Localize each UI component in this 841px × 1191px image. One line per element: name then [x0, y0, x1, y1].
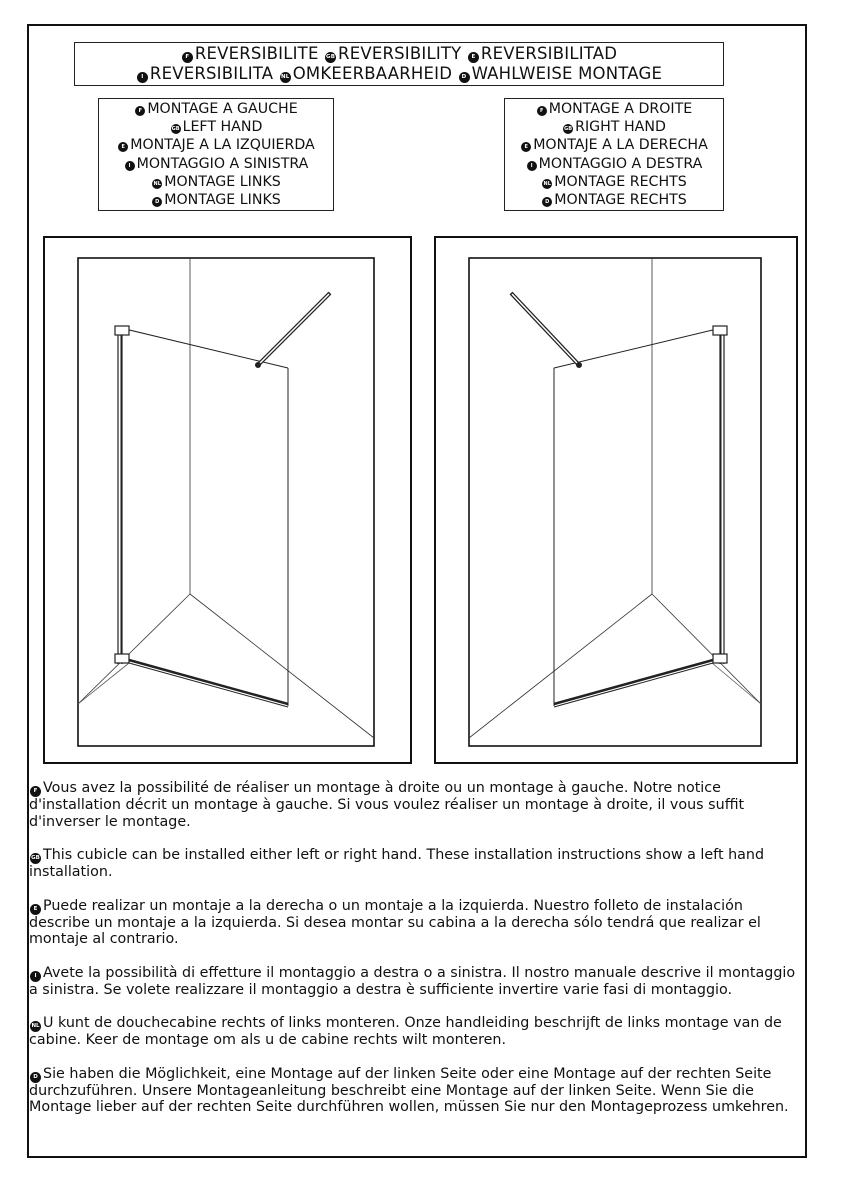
paragraph-de — [29, 1066, 805, 1116]
paragraph-de-text: Sie haben die Möglichkeit, eine Montage auf der linken Seite oder eine Montage auf der rechten Seite durchzuführen. Unsere Montageanleitung beschreibt eine Montage auf der linken Seite. Wenn Sie die Montage lieber auf der rechten Seite durchführen wollen, müssen Sie nur den Montageprozess umkehren. — [29, 1065, 789, 1115]
left-label-es: MONTAJE A LA IZQUIERDA — [130, 137, 315, 154]
left-label-row — [99, 155, 333, 173]
left-label-row — [99, 118, 333, 136]
right-label-es: MONTAJE A LA DERECHA — [533, 137, 708, 154]
badge-e-icon: E — [30, 904, 41, 915]
right-label-row — [505, 100, 723, 118]
badge-d-icon: D — [30, 1072, 41, 1083]
right-label-gb: RIGHT HAND — [575, 119, 666, 136]
paragraph-fr-text: Vous avez la possibilité de réaliser un montage à droite ou un montage à gauche. Notre notice d'installation décrit un montage à gauche. Si vous voulez réaliser un montage à droite, il vous suffit d'inverser le montage. — [29, 780, 745, 830]
paragraph-es-text: Puede realizar un montaje a la derecha o un montaje a la izquierda. Nuestro folleto de instalación describe un montaje a la izquierda. Si desea montar su cabina a la derecha sólo tendrá que realizar el montaje al contrario. — [29, 897, 761, 947]
left-label-row — [99, 136, 333, 154]
right-hand-label-box — [504, 98, 724, 211]
right-label-row — [505, 191, 723, 209]
right-label-it: MONTAGGIO A DESTRA — [538, 155, 703, 172]
title-line-2 — [75, 64, 723, 84]
title-gb: REVERSIBILITY — [338, 44, 462, 63]
left-label-row — [99, 191, 333, 209]
badge-d-icon: D — [459, 72, 470, 83]
instruction-text — [29, 780, 805, 1133]
badge-nl-icon: NL — [30, 1021, 41, 1032]
badge-f-icon: F — [537, 106, 547, 116]
badge-nl-icon: NL — [543, 180, 551, 187]
paragraph-gb-text: This cubicle can be installed either left or right hand. These installation instructions show a left hand installation. — [29, 847, 765, 880]
title-nl: OMKEERBAARHEID — [292, 64, 453, 83]
paragraph-fr — [29, 780, 805, 830]
title-line-1 — [75, 44, 723, 64]
left-label-fr: MONTAGE A GAUCHE — [147, 101, 298, 117]
right-label-row — [505, 118, 723, 136]
paragraph-nl-text: U kunt de douchecabine rechts of links monteren. Onze handleiding beschrijft de links montage van de cabine. Keer de montage om als u de cabine rechts wilt monteren. — [29, 1015, 782, 1048]
paragraph-es — [29, 898, 805, 948]
left-label-row — [99, 100, 333, 118]
badge-i-icon: I — [125, 161, 135, 171]
reversibility-title-box — [74, 42, 724, 86]
right-label-de: MONTAGE RECHTS — [554, 192, 687, 209]
paragraph-gb — [29, 847, 805, 881]
right-label-row — [505, 173, 723, 191]
badge-i-icon: I — [137, 72, 148, 83]
badge-i-icon: I — [527, 161, 537, 171]
left-label-it: MONTAGGIO A SINISTRA — [136, 155, 309, 172]
left-shower-drawing — [45, 238, 409, 761]
title-es: REVERSIBILITAD — [480, 44, 618, 63]
paragraph-it — [29, 965, 805, 999]
paragraph-it-text: Avete la possibilità di effetture il montaggio a destra o a sinistra. Il nostro manuale descrive il montaggio a sinistra. Se volete realizzare il montaggio a destra è sufficiente invertire varie fasi di montaggio. — [29, 964, 796, 998]
right-shower-drawing — [436, 238, 795, 761]
left-label-row — [99, 173, 333, 191]
badge-gb-icon: GB — [564, 126, 573, 133]
badge-e-icon: E — [118, 142, 128, 152]
title-fr: REVERSIBILITE — [194, 44, 319, 63]
title-de: WAHLWEISE MONTAGE — [471, 64, 663, 83]
badge-f-icon: F — [30, 786, 41, 797]
left-label-gb: LEFT HAND — [182, 119, 263, 136]
badge-i-icon: I — [30, 971, 41, 982]
left-label-nl: MONTAGE LINKS — [164, 173, 281, 190]
left-installation-illustration — [43, 236, 412, 764]
right-label-nl: MONTAGE RECHTS — [554, 173, 687, 190]
left-hand-label-box — [98, 98, 334, 211]
badge-gb-icon: GB — [325, 52, 336, 63]
badge-f-icon: F — [182, 52, 193, 63]
title-it: REVERSIBILITA — [149, 64, 274, 83]
left-label-de: MONTAGE LINKS — [164, 192, 281, 209]
badge-e-icon: E — [468, 52, 479, 63]
right-label-fr: MONTAGE A DROITE — [548, 101, 693, 117]
badge-gb-icon: GB — [171, 126, 180, 133]
badge-nl-icon: NL — [153, 180, 161, 187]
badge-e-icon: E — [521, 142, 531, 152]
badge-f-icon: F — [135, 106, 145, 116]
badge-d-icon: D — [542, 197, 552, 207]
paragraph-nl — [29, 1015, 805, 1049]
right-installation-illustration — [434, 236, 798, 764]
badge-gb-icon: GB — [30, 853, 41, 864]
badge-d-icon: D — [152, 197, 162, 207]
badge-nl-icon: NL — [280, 72, 291, 83]
right-label-row — [505, 155, 723, 173]
right-label-row — [505, 136, 723, 154]
